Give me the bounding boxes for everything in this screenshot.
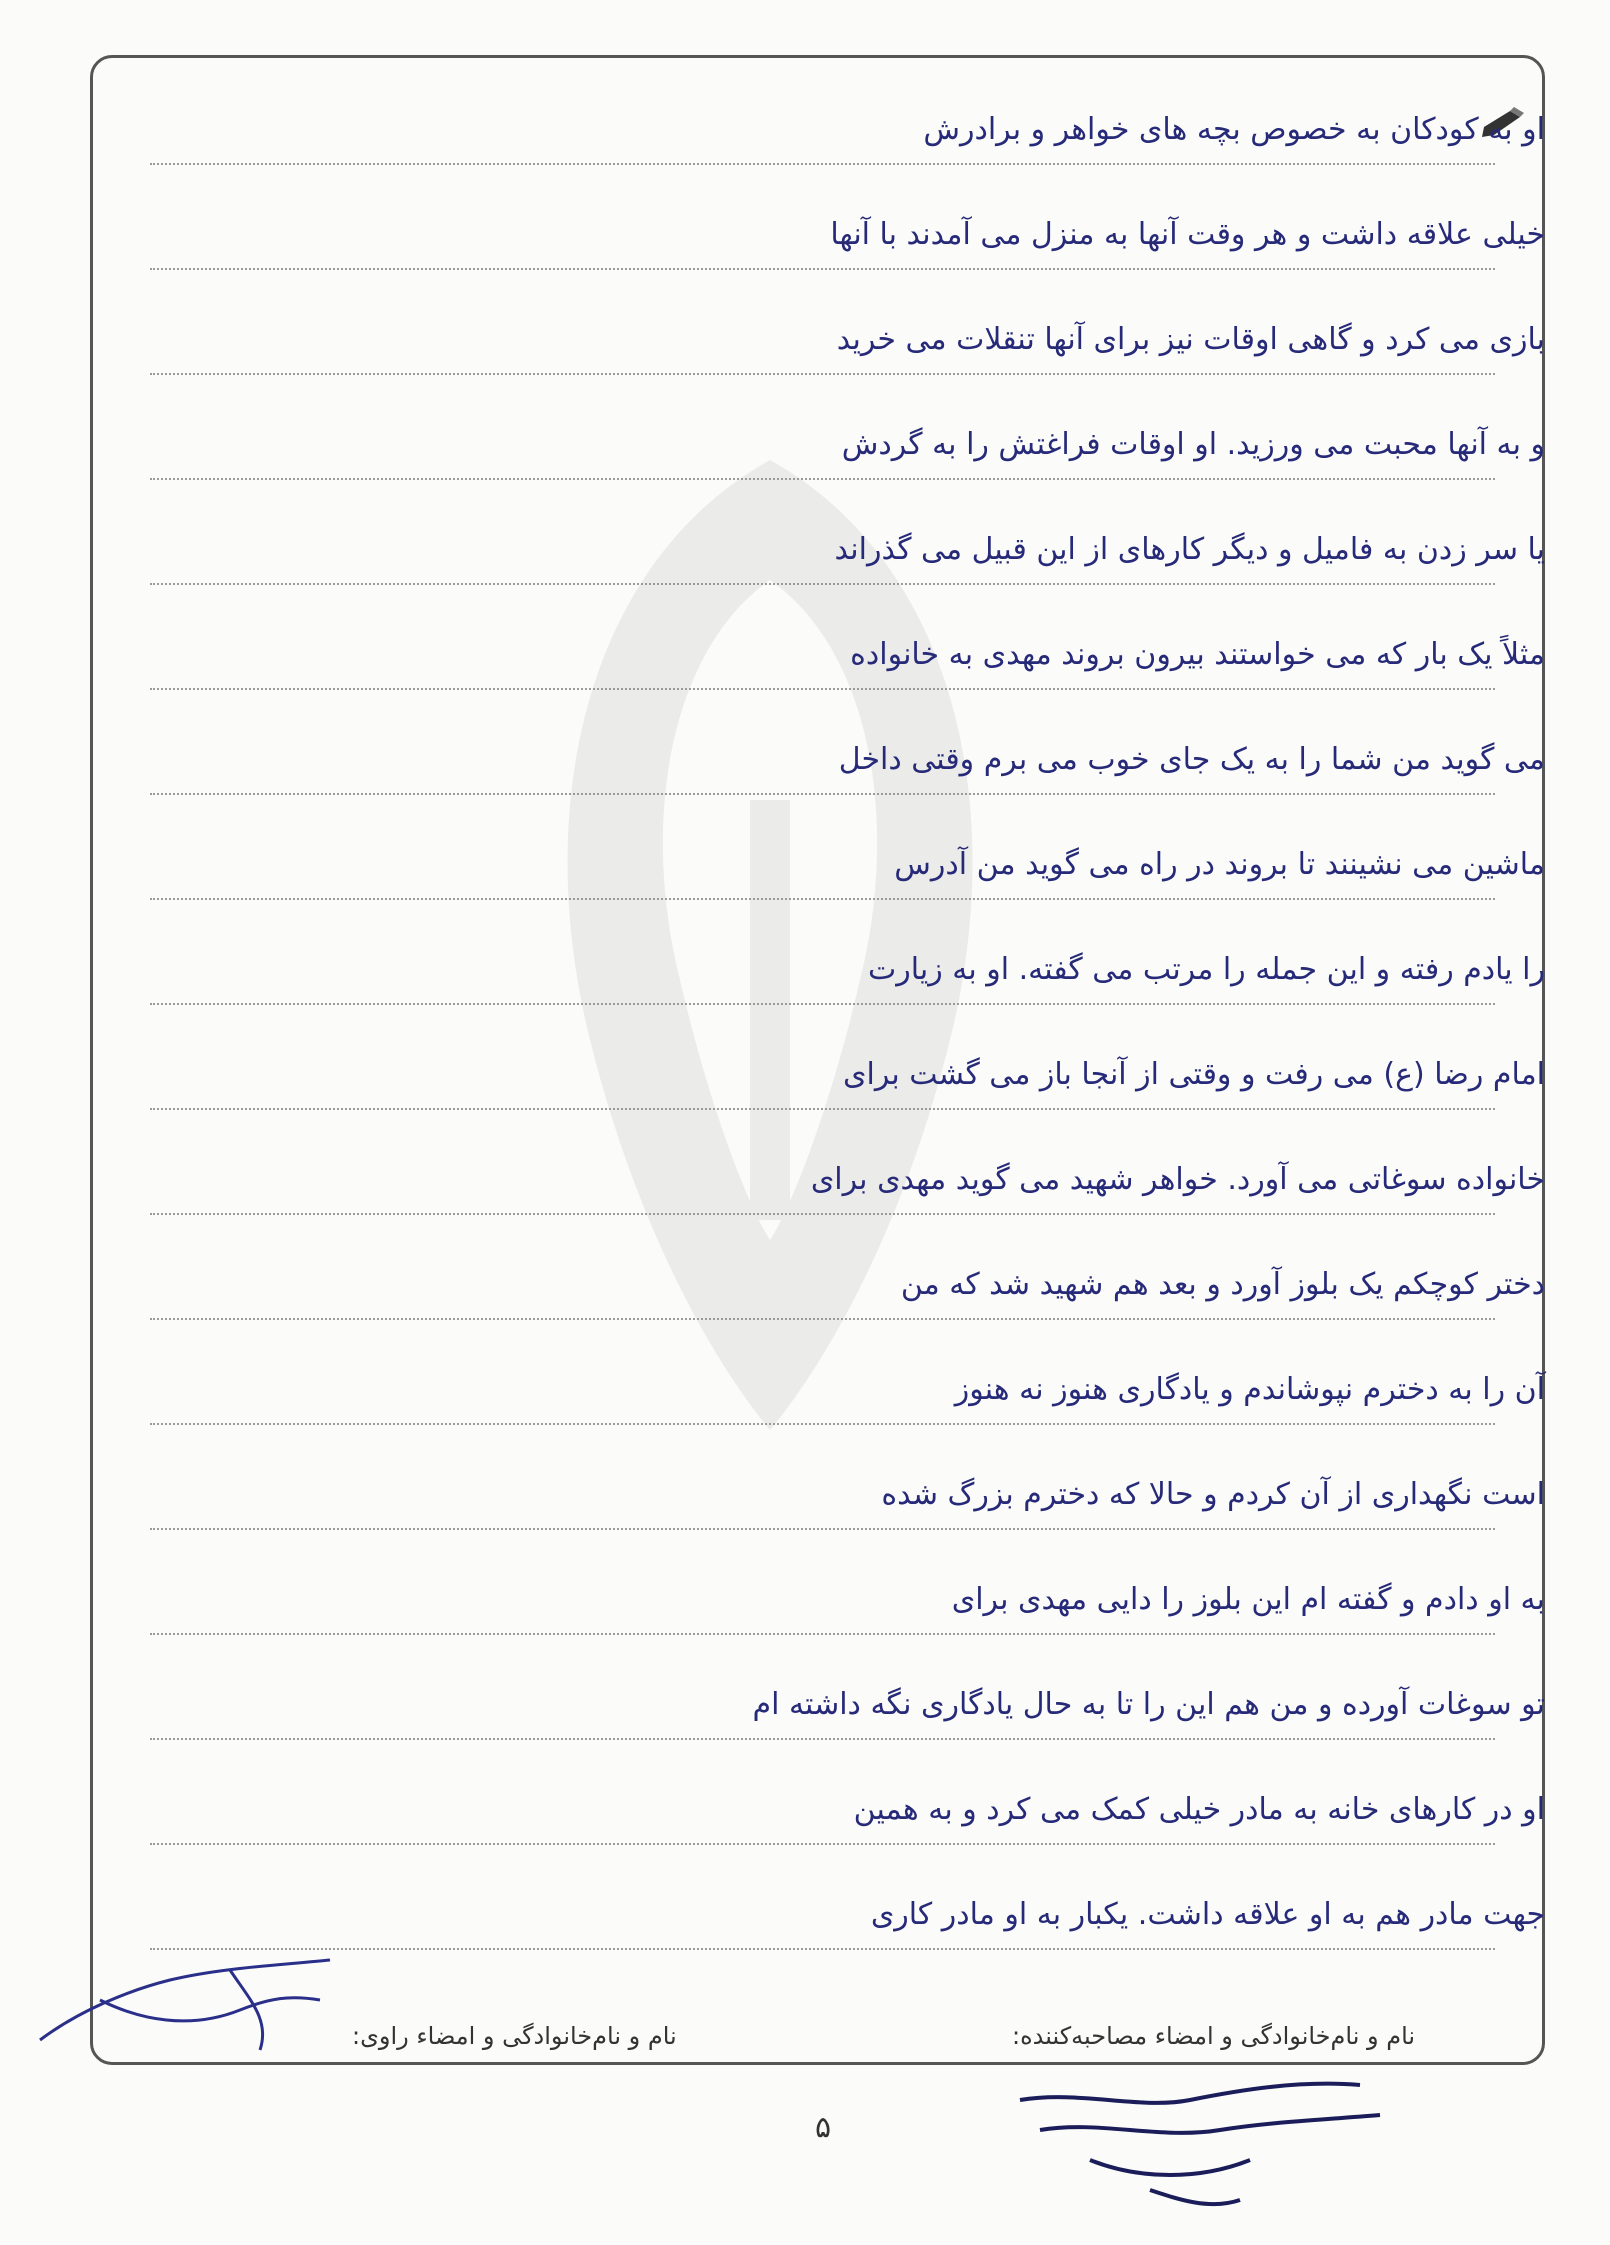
- handwritten-line: جهت مادر هم به او علاقه داشت. یکبار به او مادر کاری: [870, 1897, 1545, 1932]
- handwritten-line: مثلاً یک بار که می خواستند بیرون بروند مهدی به خانواده: [850, 637, 1545, 672]
- narrator-signature: [20, 1940, 360, 2070]
- handwritten-line: امام رضا (ع) می رفت و وقتی از آنجا باز می گشت برای: [843, 1057, 1545, 1092]
- handwritten-line: خیلی علاقه داشت و هر وقت آنها به منزل می آمدند با آنها: [830, 217, 1545, 252]
- handwritten-line: دختر کوچکم یک بلوز آورد و بعد هم شهید شد که من: [900, 1267, 1545, 1302]
- handwritten-line: آن را به دخترم نپوشاندم و یادگاری هنوز نه هنوز: [954, 1372, 1545, 1407]
- handwritten-line: ماشین می نشینند تا بروند در راه می گوید من آدرس: [894, 847, 1545, 882]
- handwritten-line: را یادم رفته و این جمله را مرتب می گفته. او به زیارت: [868, 952, 1545, 987]
- handwritten-line: تو سوغات آورده و من هم این را تا به حال یادگاری نگه داشته ام: [752, 1687, 1545, 1722]
- interviewer-signature-label: نام و نام‌خانوادگی و امضاء مصاحبه‌کننده:: [1012, 2022, 1416, 2050]
- handwritten-line: و به آنها محبت می ورزید. او اوقات فراغتش را به گردش: [841, 427, 1545, 462]
- handwritten-line: است نگهداری از آن کردم و حالا که دخترم بزرگ شده: [881, 1477, 1545, 1512]
- interviewer-signature: [1000, 2060, 1420, 2220]
- handwritten-line: به او دادم و گفته ام این بلوز را دایی مهدی برای: [951, 1582, 1545, 1617]
- handwritten-line: او در کارهای خانه به مادر خیلی کمک می کرد و به همین: [853, 1792, 1545, 1827]
- handwritten-line: می گوید من شما را به یک جای خوب می برم وقتی داخل: [838, 742, 1545, 777]
- handwritten-line: خانواده سوغاتی می آورد. خواهر شهید می گوید مهدی برای: [810, 1162, 1545, 1197]
- handwritten-line: بازی می کرد و گاهی اوقات نیز برای آنها تنقلات می خرید: [836, 322, 1545, 357]
- handwritten-line: او به کودکان به خصوص بچه های خواهر و برادرش: [923, 112, 1545, 147]
- page-number: ۵: [815, 2110, 832, 2145]
- handwritten-line: یا سر زدن به فامیل و دیگر کارهای از این قبیل می گذراند: [834, 532, 1545, 567]
- narrator-signature-label: نام و نام‌خانوادگی و امضاء راوی:: [352, 2022, 677, 2050]
